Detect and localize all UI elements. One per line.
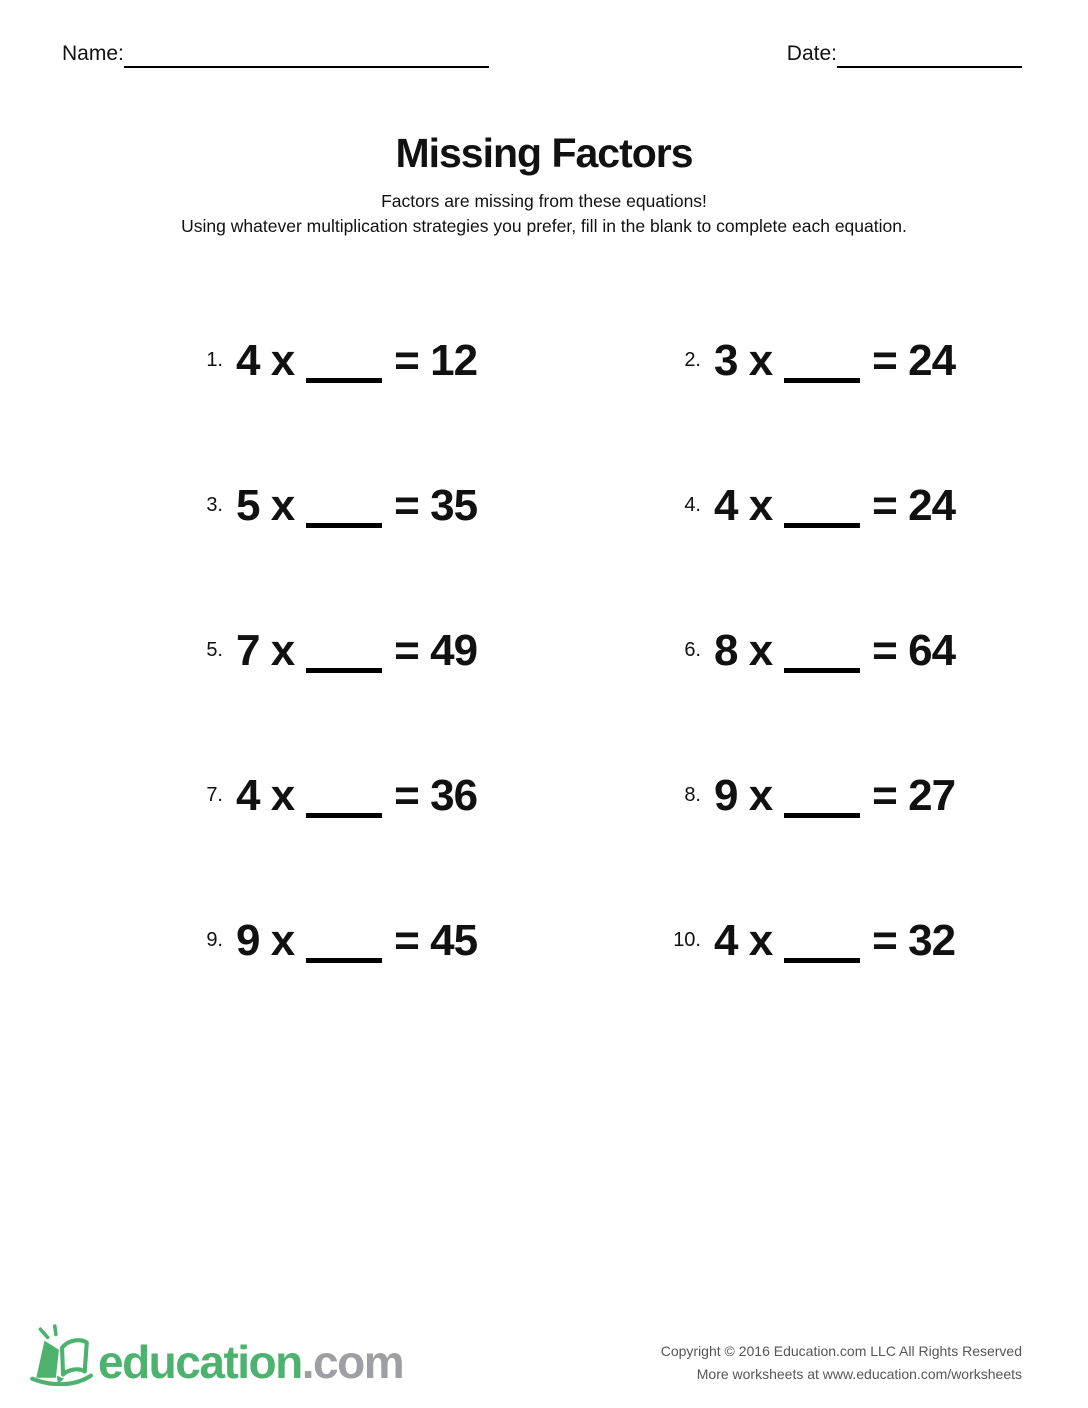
more-worksheets-line: More worksheets at www.education.com/worksheets [696,1366,1022,1382]
answer-blank[interactable] [306,638,382,673]
problem-7 [185,723,663,868]
copyright-block [661,1340,1022,1386]
open-book-icon [28,1324,94,1391]
equation-lhs: 4 x [236,770,295,820]
equation [714,771,955,821]
equation-lhs: 9 x [714,770,773,820]
problem-number: 2. [684,349,701,371]
name-fill-line[interactable] [124,42,489,68]
name-label: Name: [62,42,124,65]
problem-5 [185,578,663,723]
equation-rhs: = 64 [872,625,956,675]
problem-number: 4. [684,494,701,516]
equation-rhs: = 24 [872,480,956,530]
worksheet-header [62,42,1022,68]
copyright-line: Copyright © 2016 Education.com LLC All Rights Reserved [660,1343,1022,1359]
problem-number: 10. [673,929,701,951]
problem-number: 3. [206,494,223,516]
equation-rhs: = 32 [872,915,956,965]
equation-lhs: 9 x [236,915,295,965]
name-field-group [62,42,489,68]
problem-4 [663,433,1028,578]
education-logo [28,1324,403,1391]
equation-lhs: 5 x [236,480,295,530]
equation-lhs: 4 x [714,915,773,965]
answer-blank[interactable] [784,348,860,383]
equation [236,626,477,676]
date-fill-line[interactable] [837,42,1022,68]
page-title: Missing Factors [395,130,693,176]
problem-3 [185,433,663,578]
problem-number: 8. [684,784,701,806]
equation [714,916,955,966]
answer-blank[interactable] [306,928,382,963]
answer-blank[interactable] [784,783,860,818]
equation-rhs: = 24 [872,335,956,385]
problem-number: 6. [684,639,701,661]
equation-lhs: 8 x [714,625,773,675]
logo-brand-text: education [98,1335,302,1388]
equation [236,336,477,386]
equation-rhs: = 49 [394,625,478,675]
equation-rhs: = 36 [394,770,478,820]
equation-lhs: 7 x [236,625,295,675]
answer-blank[interactable] [784,493,860,528]
answer-blank[interactable] [784,638,860,673]
date-field-group [787,42,1022,68]
answer-blank[interactable] [306,348,382,383]
equation [236,771,477,821]
equation [714,481,955,531]
problem-2 [663,288,1028,433]
equation-lhs: 3 x [714,335,773,385]
instructions-line-2: Using whatever multiplication strategies you prefer, fill in the blank to complete each equation. [181,216,907,236]
instructions [0,189,1088,239]
problem-number: 1. [206,349,223,371]
equation-rhs: = 27 [872,770,956,820]
problem-9 [185,868,663,1013]
logo-wordmark [98,1331,404,1388]
equation [714,626,955,676]
problem-number: 9. [206,929,223,951]
equation [236,916,477,966]
equation-rhs: = 12 [394,335,478,385]
answer-blank[interactable] [306,493,382,528]
equation-lhs: 4 x [236,335,295,385]
problem-8 [663,723,1028,868]
answer-blank[interactable] [784,928,860,963]
equation-lhs: 4 x [714,480,773,530]
logo-tld-text: .com [301,1335,404,1388]
problem-10 [663,868,1028,1013]
date-label: Date: [786,42,837,65]
problems-grid [185,288,1028,1013]
equation-rhs: = 45 [394,915,478,965]
instructions-line-1: Factors are missing from these equations! [381,191,707,211]
problem-number: 5. [206,639,223,661]
problem-1 [185,288,663,433]
equation [714,336,955,386]
equation [236,481,477,531]
problem-number: 7. [206,784,223,806]
equation-rhs: = 35 [394,480,478,530]
problem-6 [663,578,1028,723]
answer-blank[interactable] [306,783,382,818]
